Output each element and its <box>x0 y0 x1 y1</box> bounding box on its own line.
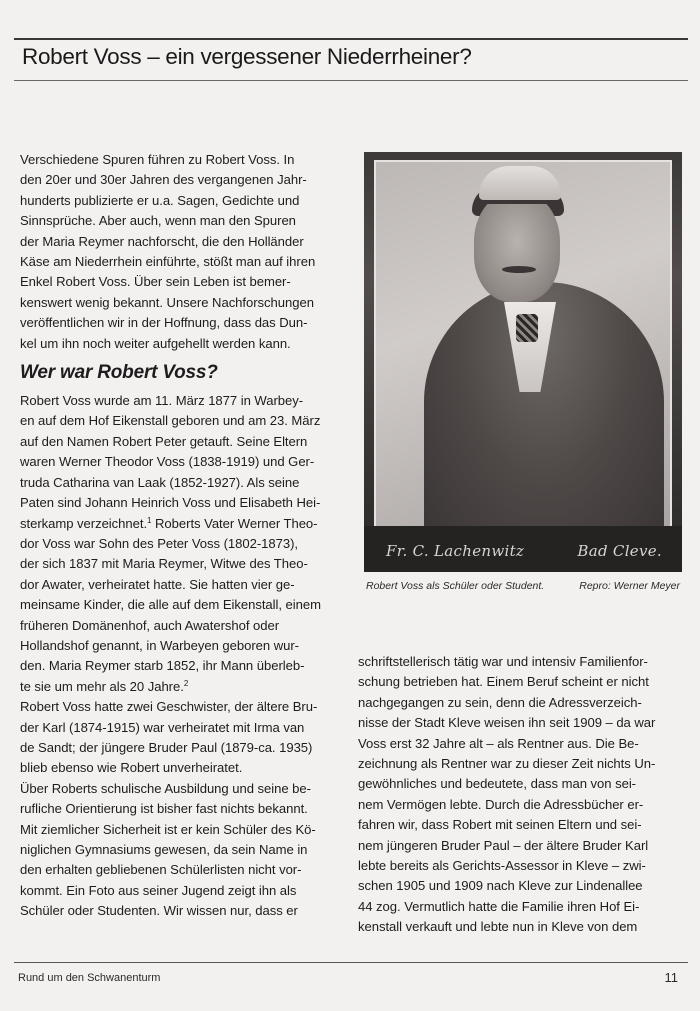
photo-credit: Repro: Werner Meyer <box>579 580 680 592</box>
footer-rule <box>14 962 688 963</box>
portrait-photo <box>364 152 682 572</box>
body-line: auf den Namen Robert Peter getauft. Seine Eltern <box>20 433 308 449</box>
section-heading: Wer war Robert Voss? <box>20 362 218 384</box>
photo-location-signature: Bad Cleve. <box>577 542 662 560</box>
intro-line: Sinnsprüche. Aber auch, wenn man den Spuren <box>20 213 296 229</box>
body-line: nem Vermögen lebte. Durch die Adressbücher er- <box>358 796 644 812</box>
intro-line: Enkel Robert Voss. Über sein Leben ist bemer- <box>20 274 291 290</box>
portrait-face <box>474 192 560 302</box>
body-line: en auf dem Hof Eikenstall geboren und am 23. März <box>20 413 321 429</box>
article-title: Robert Voss – ein vergessener Niederrheiner? <box>22 44 472 69</box>
title-rule <box>14 80 688 81</box>
portrait-cap <box>479 166 561 200</box>
intro-line: kel um ihn noch weiter aufgehellt werden kann. <box>20 335 291 351</box>
body-line: Mit ziemlicher Sicherheit ist er kein Schüler des Kö- <box>20 821 316 837</box>
body-line: schriftstellerisch tätig war und intensiv Familienfor- <box>358 654 648 669</box>
body-line: 44 zog. Vermutlich hatte die Familie ihren Hof Ei- <box>358 898 640 914</box>
intro-paragraph <box>20 150 348 354</box>
body-line: dor Awater, verheiratet hatte. Sie hatten vier ge- <box>20 576 295 592</box>
portrait-mustache <box>502 266 536 273</box>
body-line: kenstall verkauft und lebte nun in Kleve von dem <box>358 919 638 935</box>
body-line: schung betrieben hat. Einem Beruf scheint er nicht <box>358 674 649 690</box>
intro-line: kenswert wenig bekannt. Unsere Nachforschungen <box>20 294 314 310</box>
body-line: rufliche Orientierung ist bisher fast nichts bekannt. <box>20 801 308 817</box>
body-line: waren Werner Theodor Voss (1838-1919) und Ger- <box>20 454 315 470</box>
body-line-text: te sie um mehr als 20 Jahre. <box>20 678 184 694</box>
photographer-signature: Fr. C. Lachenwitz <box>386 542 525 560</box>
body-line: dor Voss war Sohn des Peter Voss (1802-1873), <box>20 535 298 551</box>
body-line-text: Roberts Vater Werner Theo- <box>151 515 318 531</box>
body-line: Robert Voss hatte zwei Geschwister, der ältere Bru- <box>20 699 318 715</box>
body-line: nisse der Stadt Kleve weisen ihn seit 1909 – da war <box>358 715 656 731</box>
body-line: meinsame Kinder, die alle auf dem Eikenstall, einem <box>20 597 321 613</box>
body-line: Robert Voss wurde am 11. März 1877 in Warbey- <box>20 393 304 409</box>
intro-line: Käse am Niederrhein einführte, stößt man auf ihren <box>20 254 316 270</box>
intro-line: der Maria Reymer nachforscht, die den Holländer <box>20 233 304 249</box>
body-line <box>20 677 348 697</box>
intro-line: hunderts publizierte er u.a. Sagen, Gedichte und <box>20 192 300 208</box>
intro-line: veröffentlichen wir in der Hoffnung, dass das Dun- <box>20 315 308 331</box>
body-line: früheren Domänenhof, auch Awatershof oder <box>20 617 280 633</box>
body-line: nem jüngeren Bruder Paul – der ältere Bruder Karl <box>358 837 649 853</box>
body-line: niglichen Gymnasiums gewesen, da sein Name in <box>20 842 308 857</box>
photo-caption <box>366 580 680 592</box>
intro-line: den 20er und 30er Jahren des vergangenen Jahr- <box>20 172 307 188</box>
body-line: kommt. Ein Foto aus seiner Jugend zeigt ihn als <box>20 882 297 898</box>
body-line: Voss erst 32 Jahre alt – als Rentner aus. Die Be- <box>358 735 639 751</box>
body-line-text: sterkamp verzeichnet. <box>20 515 148 531</box>
body-line: Schüler oder Studenten. Wir wissen nur, dass er <box>20 903 298 919</box>
publication-name: Rund um den Schwanenturm <box>18 972 161 984</box>
body-line: den erhalten gebliebenen Schülerlisten nicht vor- <box>20 862 302 878</box>
body-line <box>20 514 348 534</box>
body-line: fahren wir, dass Robert mit seinen Eltern und sei- <box>358 817 642 833</box>
left-column <box>20 150 348 922</box>
right-column <box>358 652 684 938</box>
caption-text: Robert Voss als Schüler oder Student. <box>366 580 545 592</box>
body-line: gewöhnliches und bedeutete, dass man von sei- <box>358 776 636 792</box>
body-line: Über Roberts schulische Ausbildung und seine be- <box>20 780 311 796</box>
body-line: schen 1905 und 1909 nach Kleve zur Lindenallee <box>358 878 643 894</box>
body-line: blieb ebenso wie Robert unverheiratet. <box>20 760 243 776</box>
body-line: der Karl (1874-1915) war verheiratet mit Irma van <box>20 719 305 735</box>
body-line: zeichnung als Rentner war zu dieser Zeit nichts Un- <box>358 756 656 772</box>
body-line: nachgegangen zu sein, denn die Adressverzeich- <box>358 694 642 710</box>
body-line: lebte bereits als Gerichts-Assessor in Kleve – zwi- <box>358 858 646 874</box>
body-line: Hollandshof genannt, in Warbeyen geboren wur- <box>20 637 299 653</box>
body-right-paragraph <box>358 652 684 938</box>
footnote-mark: 1 <box>147 515 152 525</box>
body-left-paragraph <box>20 391 348 922</box>
page-number: 11 <box>664 970 678 985</box>
body-line: truda Catharina van Laak (1852-1927). Als seine <box>20 474 300 490</box>
body-line: Paten sind Johann Heinrich Voss und Elisabeth Hei- <box>20 495 321 511</box>
body-line: der sich 1837 mit Maria Reymer, Witwe des Theo- <box>20 556 308 572</box>
top-rule <box>14 38 688 40</box>
body-line: den. Maria Reymer starb 1852, ihr Mann überleb- <box>20 658 305 674</box>
portrait-tie <box>516 314 538 342</box>
intro-line: Verschiedene Spuren führen zu Robert Voss. In <box>20 152 295 167</box>
footnote-mark: 2 <box>183 678 189 688</box>
body-line: de Sandt; der jüngere Bruder Paul (1879-ca. 1935) <box>20 739 313 755</box>
